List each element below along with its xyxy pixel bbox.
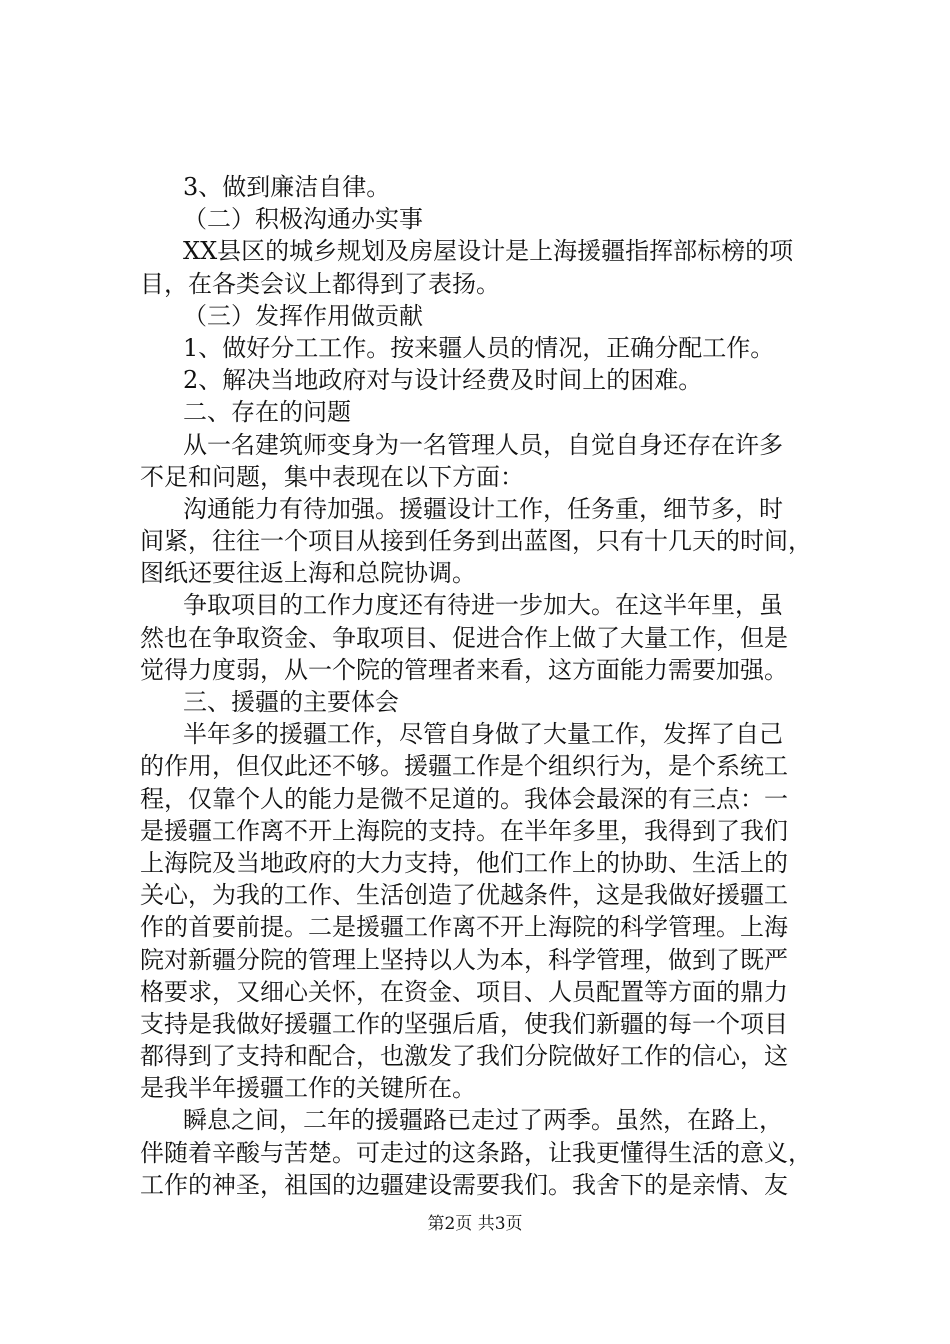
text-line: 伴随着辛酸与苦楚。可走过的这条路，让我更懂得生活的意义， bbox=[140, 1138, 812, 1167]
text-line: 3、做到廉洁自律。 bbox=[183, 173, 391, 201]
text-line: 然也在争取资金、争取项目、促进合作上做了大量工作，但是 bbox=[140, 623, 788, 652]
section-heading: （二）积极沟通办实事 bbox=[183, 205, 423, 234]
text-line: 的作用，但仅此还不够。援疆工作是个组织行为，是个系统工 bbox=[140, 752, 788, 781]
text-line: 图纸还要往返上海和总院协调。 bbox=[140, 559, 476, 588]
text-line: 作的首要前提。二是援疆工作离不开上海院的科学管理。上海 bbox=[140, 913, 788, 942]
text-line: 从一名建筑师变身为一名管理人员，自觉自身还存在许多 bbox=[183, 430, 783, 459]
text-line: XX县区的城乡规划及房屋设计是上海援疆指挥部标榜的项 bbox=[183, 237, 794, 266]
text-line: 间紧，往往一个项目从接到任务到出蓝图，只有十几天的时间， bbox=[140, 527, 812, 556]
text-line: 院对新疆分院的管理上坚持以人为本，科学管理，做到了既严 bbox=[140, 945, 788, 974]
text-line: 目，在各类会议上都得到了表扬。 bbox=[140, 269, 500, 298]
section-heading: 三、援疆的主要体会 bbox=[183, 688, 399, 716]
text-line: 工作的神圣，祖国的边疆建设需要我们。我舍下的是亲情、友 bbox=[140, 1170, 788, 1199]
document-body bbox=[140, 171, 830, 1201]
text-line: 是我半年援疆工作的关键所在。 bbox=[140, 1074, 476, 1103]
text-line: 争取项目的工作力度还有待进一步加大。在这半年里，虽 bbox=[183, 591, 783, 620]
text-line: 都得到了支持和配合，也激发了我们分院做好工作的信心，这 bbox=[140, 1042, 788, 1071]
section-heading: 二、存在的问题 bbox=[183, 398, 351, 427]
page-number-footer: 第2页 共3页 bbox=[427, 1214, 523, 1234]
text-line: 支持是我做好援疆工作的坚强后盾，使我们新疆的每一个项目 bbox=[140, 1009, 788, 1038]
text-line: 程，仅靠个人的能力是微不足道的。我体会最深的有三点：一 bbox=[140, 784, 788, 813]
text-line: 沟通能力有待加强。援疆设计工作，任务重，细节多，时 bbox=[183, 494, 783, 523]
text-line: 半年多的援疆工作，尽管自身做了大量工作，发挥了自己 bbox=[183, 720, 783, 749]
section-heading: （三）发挥作用做贡献 bbox=[183, 301, 423, 330]
text-line: 觉得力度弱，从一个院的管理者来看，这方面能力需要加强。 bbox=[140, 655, 788, 684]
text-line: 是援疆工作离不开上海院的支持。在半年多里，我得到了我们 bbox=[140, 816, 788, 845]
text-line: 不足和问题，集中表现在以下方面： bbox=[140, 462, 524, 491]
text-line: 关心，为我的工作、生活创造了优越条件，这是我做好援疆工 bbox=[140, 881, 788, 910]
text-line: 2、解决当地政府对与设计经费及时间上的困难。 bbox=[183, 366, 703, 395]
text-line: 上海院及当地政府的大力支持，他们工作上的协助、生活上的 bbox=[140, 848, 788, 877]
text-line: 格要求，又细心关怀，在资金、项目、人员配置等方面的鼎力 bbox=[140, 977, 788, 1006]
text-line: 1、做好分工工作。按来疆人员的情况，正确分配工作。 bbox=[183, 333, 775, 362]
text-line: 瞬息之间，二年的援疆路已走过了两季。虽然，在路上， bbox=[183, 1106, 783, 1135]
